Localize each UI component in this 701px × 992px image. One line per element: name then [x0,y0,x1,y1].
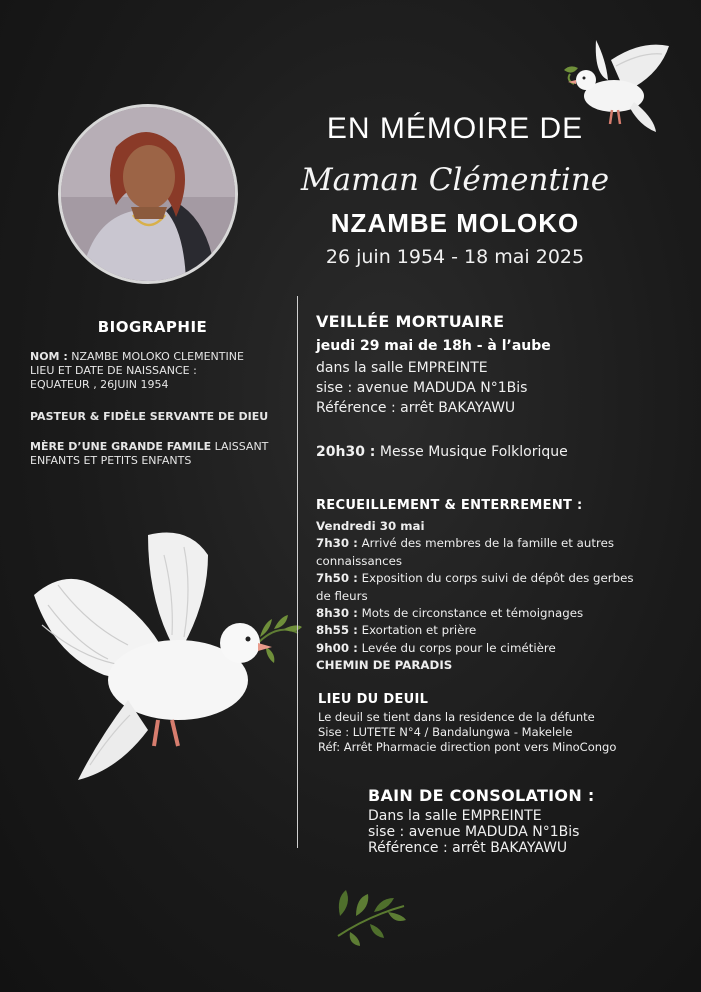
schedule-row-cont: connaissances [316,553,403,568]
deceased-first-name: Maman Clémentine [300,162,610,198]
veillee-heading: VEILLÉE MORTUAIRE [316,312,505,331]
schedule-day: Vendredi 30 mai [316,519,425,533]
bain-heading: BAIN DE CONSOLATION : [368,786,595,805]
deceased-family-name: NZAMBE MOLOKO [330,208,580,238]
column-divider [297,296,298,848]
bain-line: sise : avenue MADUDA N°1Bis [368,824,580,840]
schedule-row: 7h50 : Exposition du corps suivi de dépôt des gerbes [316,571,634,586]
portrait-photo [58,104,238,284]
mere-line2: ENFANTS ET PETITS ENFANTS [30,454,192,467]
lieu-line: Le deuil se tient dans la residence de la défunte [318,710,595,724]
schedule-block [316,518,691,675]
schedule-row: 8h30 : Mots de circonstance et témoignages [316,606,584,621]
page-title: EN MÉMOIRE DE [326,112,584,145]
mere-bold: MÈRE D’UNE GRANDE FAMILE [30,440,212,453]
family-block [30,440,290,468]
veillee-line: Référence : arrêt BAKAYAWU [316,400,516,416]
biography-heading: BIOGRAPHIE [97,318,208,336]
nom-label: NOM : [30,350,68,363]
lieu-heading: LIEU DU DEUIL [318,692,429,707]
large-dove-icon [28,525,303,790]
bain-line: Dans la salle EMPREINTE [368,808,542,824]
bain-block [368,808,579,856]
messe-text: Messe Musique Folklorique [379,444,568,460]
recueillement-heading: RECUEILLEMENT & ENTERREMENT : [316,498,583,513]
olive-branch-icon [330,876,410,948]
schedule-row: 7h30 : Arrivé des membres de la famille et autres [316,536,614,551]
bain-line: Référence : arrêt BAKAYAWU [368,840,568,856]
biography-name-block [30,350,290,392]
life-dates: 26 juin 1954 - 18 mai 2025 [325,246,585,268]
lieu-line: Réf: Arrêt Pharmacie direction pont vers MinoCongo [318,740,617,754]
lieu-block [318,710,693,755]
schedule-row-cont: de fleurs [316,588,368,603]
mere-rest: LAISSANT [214,440,269,453]
veillee-address [316,358,686,418]
lieu-line: Sise : LUTETE N°4 / Bandalungwa - Makelele [318,725,573,739]
messe-time: 20h30 : [316,444,376,460]
veillee-line: dans la salle EMPREINTE [316,360,488,376]
veillee-date: jeudi 29 mai de 18h - à l’aube [316,338,551,354]
schedule-row: 9h00 : Levée du corps pour le cimétière [316,640,556,655]
messe-line [316,442,568,462]
schedule-row: 8h55 : Exortation et prière [316,623,477,638]
pasteur-line: PASTEUR & FIDÈLE SERVANTE DE DIEU [30,410,269,423]
birth-label: LIEU ET DATE DE NAISSANCE : [30,364,197,377]
nom-value: NZAMBE MOLOKO CLEMENTINE [71,350,244,363]
schedule-closing: CHEMIN DE PARADIS [316,658,453,673]
birth-value: EQUATEUR , 26JUIN 1954 [30,378,169,391]
veillee-line: sise : avenue MADUDA N°1Bis [316,380,528,396]
